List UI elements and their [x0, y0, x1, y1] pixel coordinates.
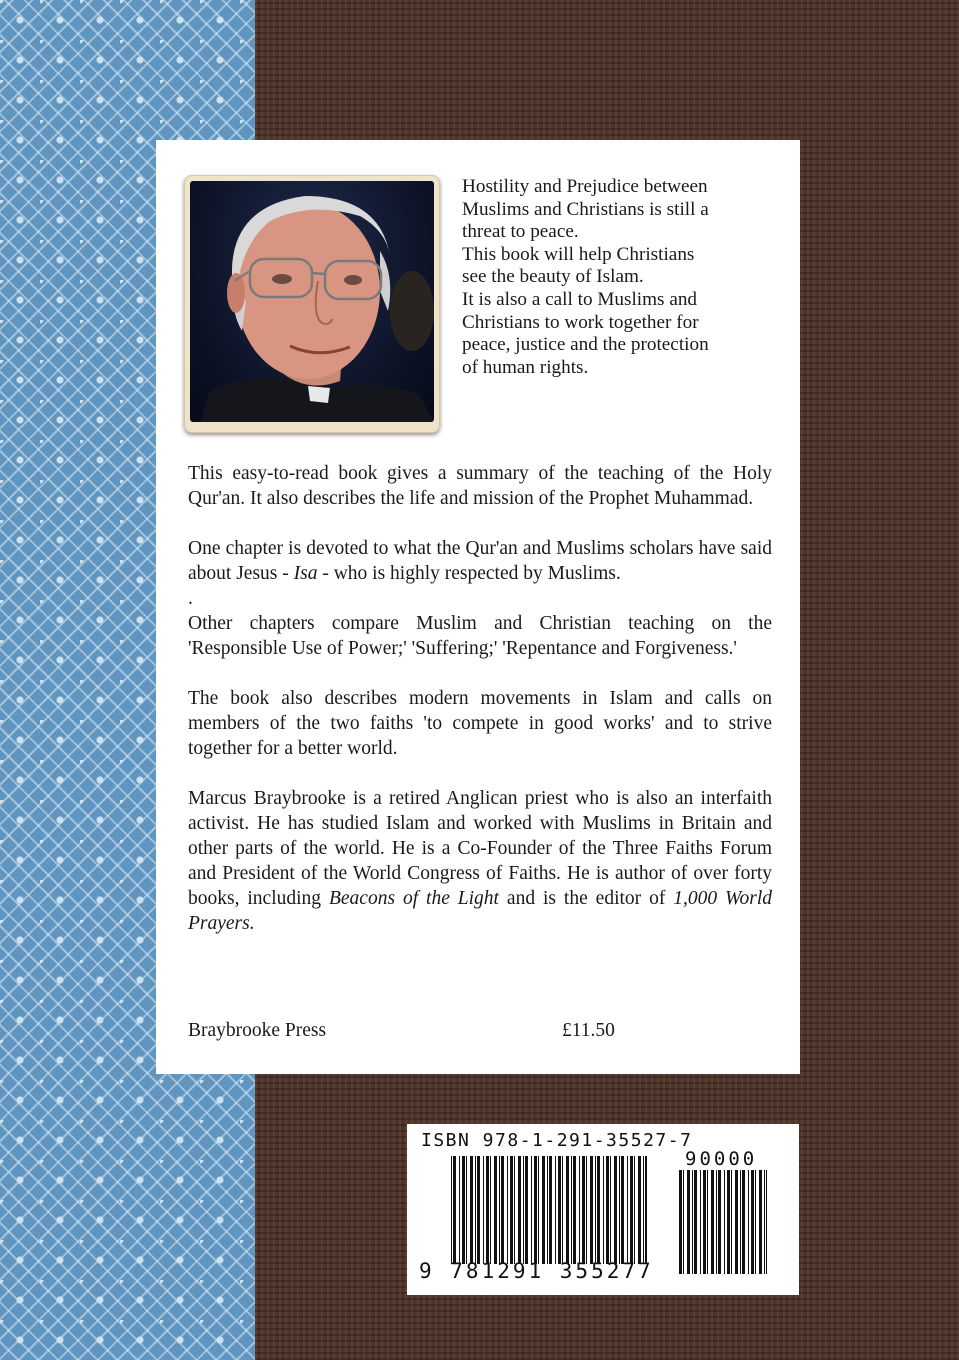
barcode-bar: [555, 1156, 556, 1264]
barcode-bar: [595, 1156, 596, 1264]
barcode-bar: [590, 1156, 593, 1264]
barcode-bar: [634, 1156, 635, 1264]
barcode-bar: [507, 1156, 508, 1264]
author-bio-text: Marcus Braybrooke is a retired Anglican priest who is also an interfaith activist. He has studied Islam and worked with Muslims in Britain and other parts of the world. He is a Co-Founder of the Three Faiths Forum and President of the World Congress of Faiths. He is author of over forty books, including: [188, 788, 772, 909]
author-photo-frame: [184, 175, 440, 433]
barcode-bar: [523, 1156, 524, 1264]
barcode-bar: [477, 1156, 480, 1264]
barcode-bar: [459, 1156, 460, 1264]
barcode-bar: [470, 1156, 473, 1264]
barcode-bar: [586, 1156, 587, 1264]
barcode-bar: [683, 1170, 684, 1274]
barcode-bar: [494, 1156, 497, 1264]
barcode-bar: [525, 1156, 528, 1264]
jesus-text-start: One chapter is devoted to what the Qur'an and Muslims scholars have said about Jesus -: [188, 538, 772, 584]
intro-line: Hostility and Prejudice between: [462, 176, 708, 197]
barcode-bar: [755, 1170, 756, 1274]
price-addon-code: 90000: [685, 1148, 758, 1170]
barcode-bar: [490, 1156, 491, 1264]
barcode-bar: [510, 1156, 513, 1264]
intro-line: This book will help Christians: [462, 243, 695, 265]
barcode-bar: [735, 1170, 738, 1274]
barcode-bar: [703, 1170, 706, 1274]
intro-line: Muslims and Christians is still a: [462, 198, 709, 220]
barcode-bar: [679, 1170, 682, 1274]
author-portrait-illustration: [190, 181, 434, 422]
intro-line: It is also a call to Muslims and: [462, 288, 698, 310]
author-bio: [188, 786, 772, 936]
intro-line: threat to peace.: [462, 221, 579, 243]
barcode-bar: [582, 1156, 585, 1264]
barcode-bar: [731, 1170, 732, 1274]
barcode-bar: [483, 1156, 484, 1264]
publisher-price-line: [188, 1020, 772, 1042]
barcode-bar: [724, 1170, 725, 1274]
barcode-bar: [486, 1156, 489, 1264]
barcode-bar: [707, 1170, 708, 1274]
author-photo: [190, 181, 434, 422]
barcode-bar: [499, 1156, 500, 1264]
jesus-text-end: - who is highly respected by Muslims.: [317, 563, 621, 584]
barcode-bar: [603, 1156, 604, 1264]
book-description: [188, 461, 772, 961]
stray-dot: .: [188, 588, 193, 609]
barcode-bar: [466, 1156, 467, 1264]
barcode-bar: [711, 1170, 714, 1274]
barcode-bar: [638, 1156, 641, 1264]
description-paragraph-chapters: Other chapters compare Muslim and Christian teaching on the 'Responsible Use of Power;' 'Suffering;' 'Repentance and Forgiveness.': [188, 613, 772, 659]
barcode-bar: [700, 1170, 701, 1274]
book-price: £11.50: [562, 1020, 615, 1041]
intro-blurb: [462, 176, 772, 379]
barcode-bar: [621, 1156, 624, 1264]
barcode-bar: [740, 1170, 741, 1274]
barcode-bar: [614, 1156, 617, 1264]
barcode-bar: [566, 1156, 569, 1264]
intro-line: see the beauty of Islam.: [462, 266, 644, 288]
isa-italic: Isa: [293, 563, 318, 584]
intro-line: Christians to work together for: [462, 311, 699, 333]
barcode-bar: [562, 1156, 563, 1264]
barcode-bar: [542, 1156, 545, 1264]
description-paragraph-summary: This easy-to-read book gives a summary of the teaching of the Holy Qur'an. It also describes the life and mission of the Prophet Muhammad.: [188, 463, 772, 509]
barcode-bar: [694, 1170, 697, 1274]
barcode-bar: [619, 1156, 620, 1264]
barcode-bar: [645, 1156, 647, 1264]
barcode-bar: [766, 1170, 767, 1274]
barcode-bar: [534, 1156, 537, 1264]
barcode-bar: [571, 1156, 572, 1264]
barcode-bar: [462, 1156, 465, 1264]
barcode-bar: [692, 1170, 693, 1274]
barcode-bar: [549, 1156, 552, 1264]
isbn-barcode-label: [407, 1124, 799, 1295]
ean-digits: 9 781291 355277: [419, 1259, 654, 1283]
barcode-bar: [742, 1170, 745, 1274]
barcode-bar: [501, 1156, 504, 1264]
barcode-bar: [518, 1156, 521, 1264]
barcode-bar: [531, 1156, 532, 1264]
barcode-bar: [718, 1170, 721, 1274]
barcode-bar: [538, 1156, 539, 1264]
barcode-bar: [453, 1156, 456, 1264]
back-cover-text-panel: [156, 140, 800, 1074]
barcode-bar: [748, 1170, 749, 1274]
book-title-beacons: Beacons of the Light: [328, 888, 499, 909]
barcode-bar: [558, 1156, 561, 1264]
barcode-bar: [759, 1170, 762, 1274]
barcode-bar: [606, 1156, 609, 1264]
description-paragraph-movements: The book also describes modern movements in Islam and calls on members of the two faiths 'to compete in good works' and to strive together for a better world.: [188, 688, 772, 759]
description-paragraph-jesus: [188, 536, 772, 586]
barcode-bar: [610, 1156, 611, 1264]
barcode-bar: [687, 1170, 690, 1274]
barcode-bar: [751, 1170, 754, 1274]
barcode-bar: [573, 1156, 576, 1264]
barcode-bar: [451, 1156, 452, 1264]
barcode-bar: [627, 1156, 628, 1264]
barcode-bar: [630, 1156, 633, 1264]
isbn-number: ISBN 978-1-291-35527-7: [421, 1130, 693, 1151]
publisher-name: Braybrooke Press: [188, 1020, 327, 1041]
intro-line: peace, justice and the protection: [462, 334, 709, 356]
barcode-bar: [579, 1156, 580, 1264]
barcode-bar: [716, 1170, 717, 1274]
barcode-bar: [764, 1170, 765, 1274]
barcode-bar: [727, 1170, 730, 1274]
barcode-bar: [514, 1156, 515, 1264]
barcode-bar: [643, 1156, 644, 1264]
author-bio-text-mid: and is the editor of: [498, 888, 674, 909]
barcode-bar: [547, 1156, 548, 1264]
intro-line: of human rights.: [462, 356, 589, 378]
barcode-bar: [597, 1156, 600, 1264]
book-title-world-prayers: 1,000 World Prayers.: [188, 888, 773, 934]
barcode-bar: [475, 1156, 476, 1264]
